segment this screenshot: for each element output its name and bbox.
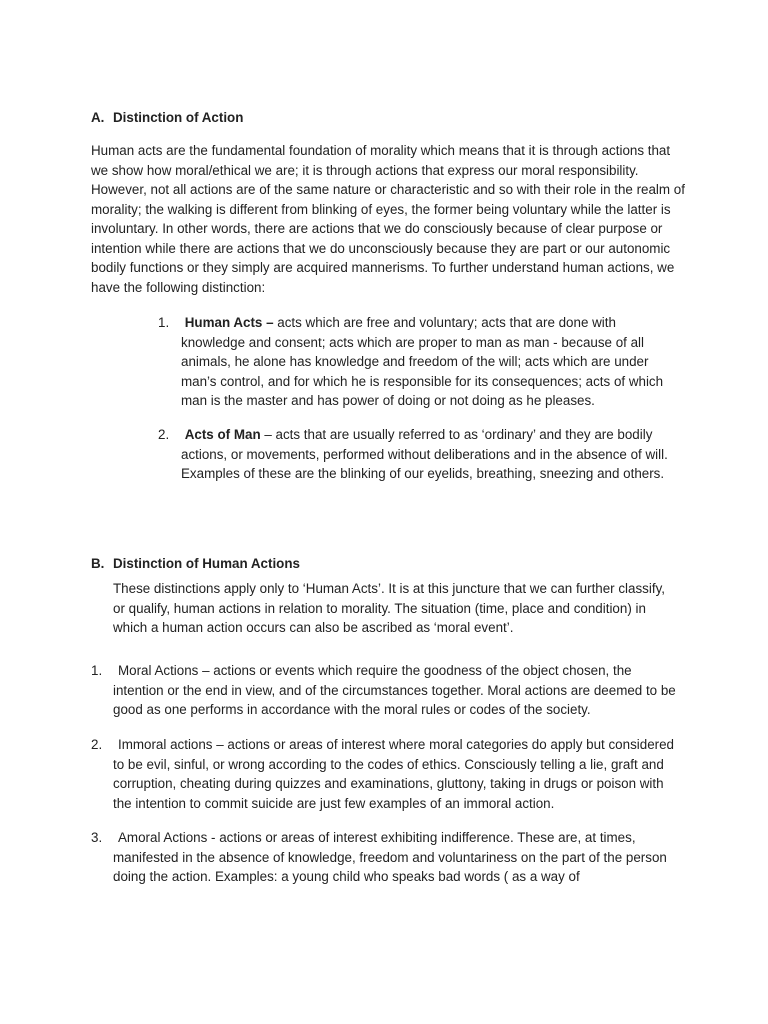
section-a-item-2-number: 2. [158, 427, 170, 442]
section-b-letter: B. [91, 556, 105, 571]
section-b-item-1-text: Moral Actions – actions or events which require the goodness of the object chosen, the intention or the end in view, and of the circumstances together. Moral actions are deemed to be good as one performs in accordance with the moral rules or codes of the society. [113, 663, 676, 717]
section-b-item-3-text: Amoral Actions - actions or areas of interest exhibiting indifference. These are, at times, manifested in the absence of knowledge, freedom and voluntariness on the part of the person doing the action. Examples: a young child who speaks bad words ( as a way of [113, 830, 667, 884]
section-a-item-1 [181, 313, 681, 411]
section-a-letter: A. [91, 110, 105, 125]
section-a-title: Distinction of Action [113, 110, 244, 125]
section-a-item-1-number: 1. [158, 315, 170, 330]
section-b-item-2-text: Immoral actions – actions or areas of interest where moral categories do apply but considered to be evil, sinful, or wrong according to the codes of ethics. Consciously telling a lie, graft and corruption, cheating during quizzes and examinations, gluttony, taking in drugs or poison with the intention to commit suicide are just few examples of an immoral action. [113, 737, 674, 811]
section-a-item-2 [181, 425, 681, 484]
section-a-heading [91, 108, 243, 128]
section-b-title: Distinction of Human Actions [113, 556, 300, 571]
section-a-intro: Human acts are the fundamental foundation of morality which means that it is through actions that we show how moral/ethical we are; it is through actions that express our moral responsibility. However, not all actions are of the same nature or characteristic and so with their role in the realm of morality; the walking is different from blinking of eyes, the former being voluntary while the latter is involuntary. In other words, there are actions that we do consciously because of clear purpose or intention while there are actions that we do unconsciously because they are part or our autonomic bodily functions or they simply are acquired mannerisms. To further understand human actions, we have the following distinction: [91, 143, 685, 295]
section-b-intro: These distinctions apply only to ‘Human Acts’. It is at this juncture that we can further classify, or qualify, human actions in relation to morality. The situation (time, place and condition) in which a human action occurs can also be ascribed as ‘moral event’. [113, 581, 665, 635]
section-b-item-2-number: 2. [91, 737, 103, 752]
section-a-item-2-text: – acts that are usually referred to as ‘ordinary’ and they are bodily actions, or movements, performed without deliberations and in the absence of will. Examples of these are the blinking of our eyelids, breathing, sneezing and others. [181, 427, 668, 481]
section-a-item-2-term: Acts of Man [184, 427, 261, 442]
section-b-heading [91, 554, 300, 574]
section-b-item-3-number: 3. [91, 830, 103, 845]
section-a-item-1-term: Human Acts – [184, 315, 274, 330]
section-a-item-1-text: acts which are free and voluntary; acts that are done with knowledge and consent; acts which are proper to man as man - because of all animals, he alone has knowledge and freedom of the will; acts which are under man’s control, and for which he is responsible for its consequences; acts of which man is the master and has power of doing or not doing as he pleases. [181, 315, 664, 408]
section-b-item-1-number: 1. [91, 663, 103, 678]
